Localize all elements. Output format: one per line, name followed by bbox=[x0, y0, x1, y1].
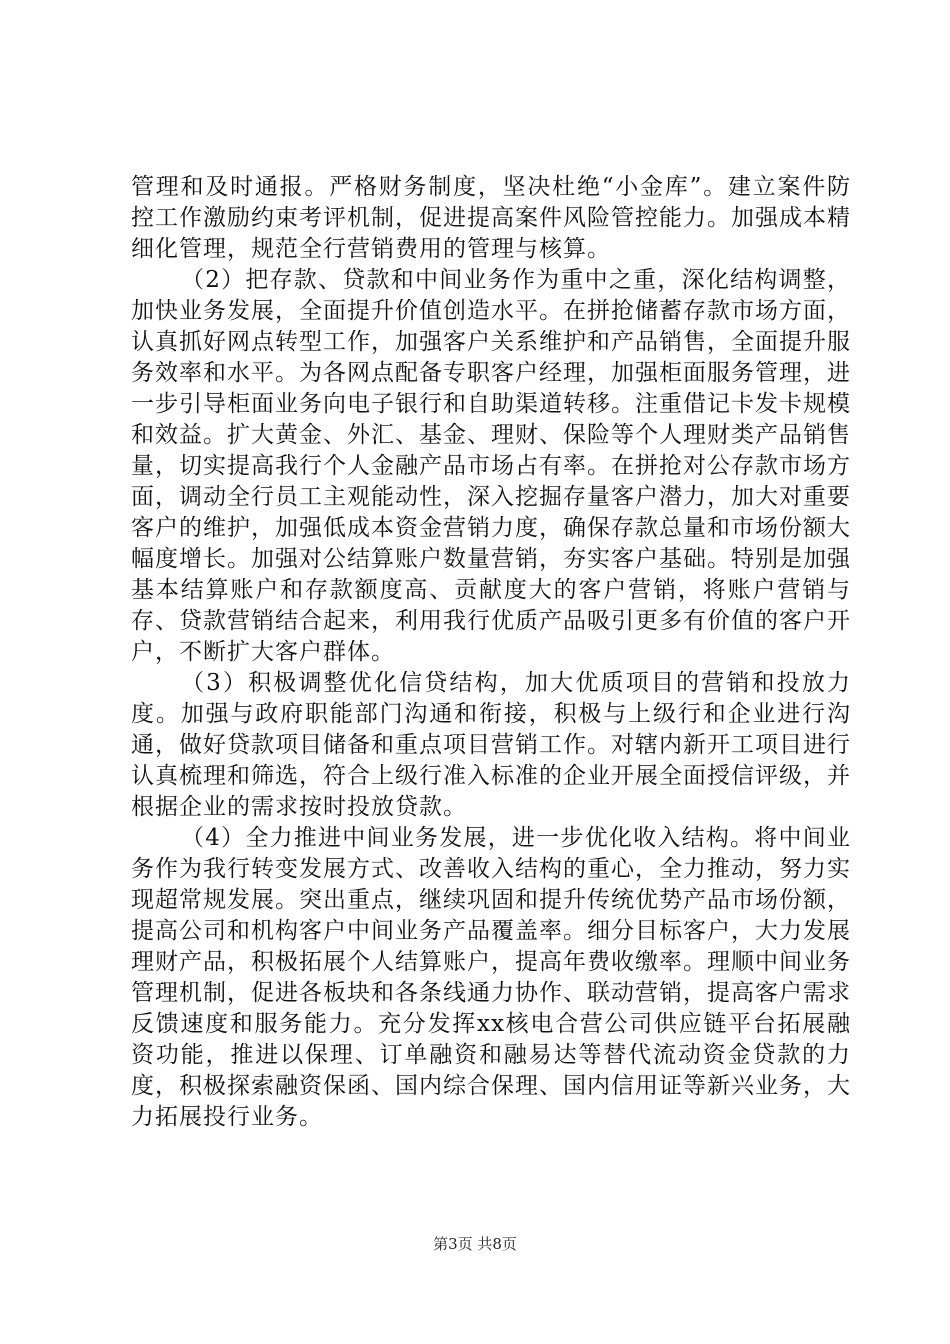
paragraph-4: （4）全力推进中间业务发展，进一步优化收入结构。将中间业务作为我行转变发展方式、改善收入结构的重心，全力推动，努力实现超常规发展。突出重点，继续巩固和提升传统优势产品市场份额，提高公司和机构客户中间业务产品覆盖率。细分目标客户，大力发展理财产品，积极拓展个人结算账户，提高年费收缴率。理顺中间业务管理机制，促进各板块和各条线通力协作、联动营销，提高客户需求反馈速度和服务能力。充分发挥xx核电合营公司供应链平台拓展融资功能，推进以保理、订单融资和融易达等替代流动资金贷款的力度，积极探索融资保函、国内综合保理、国内信用证等新兴业务，大力拓展投行业务。 bbox=[131, 825, 851, 1130]
paragraph-1: 管理和及时通报。严格财务制度，坚决杜绝“小金库”。建立案件防控工作激励约束考评机制，促进提高案件风险管控能力。加强成本精细化管理，规范全行营销费用的管理与核算。 bbox=[131, 174, 851, 262]
page-number-label: 第3页 共8页 bbox=[433, 1235, 517, 1253]
paragraph-2: （2）把存款、贷款和中间业务作为重中之重，深化结构调整，加快业务发展，全面提升价值创造水平。在拼抢储蓄存款市场方面，认真抓好网点转型工作，加强客户关系维护和产品销售，全面提升服务效率和水平。为各网点配备专职客户经理，加强柜面服务管理，进一步引导柜面业务向电子银行和自助渠道转移。注重借记卡发卡规模和效益。扩大黄金、外汇、基金、理财、保险等个人理财类产品销售量，切实提高我行个人金融产品市场占有率。在拼抢对公存款市场方面，调动全行员工主观能动性，深入挖掘存量客户潜力，加大对重要客户的维护，加强低成本资金营销力度，确保存款总量和市场份额大幅度增长。加强对公结算账户数量营销，夯实客户基础。特别是加强基本结算账户和存款额度高、贡献度大的客户营销，将账户营销与存、贷款营销结合起来，利用我行优质产品吸引更多有价值的客户开户，不断扩大客户群体。 bbox=[131, 267, 851, 665]
page-footer bbox=[0, 1233, 950, 1254]
document-body bbox=[131, 172, 851, 1133]
paragraph-3: （3）积极调整优化信贷结构，加大优质项目的营销和投放力度。加强与政府职能部门沟通和衔接，积极与上级行和企业进行沟通，做好贷款项目储备和重点项目营销工作。对辖内新开工项目进行认真梳理和筛选，符合上级行准入标准的企业开展全面授信评级，并根据企业的需求按时投放贷款。 bbox=[131, 670, 851, 820]
